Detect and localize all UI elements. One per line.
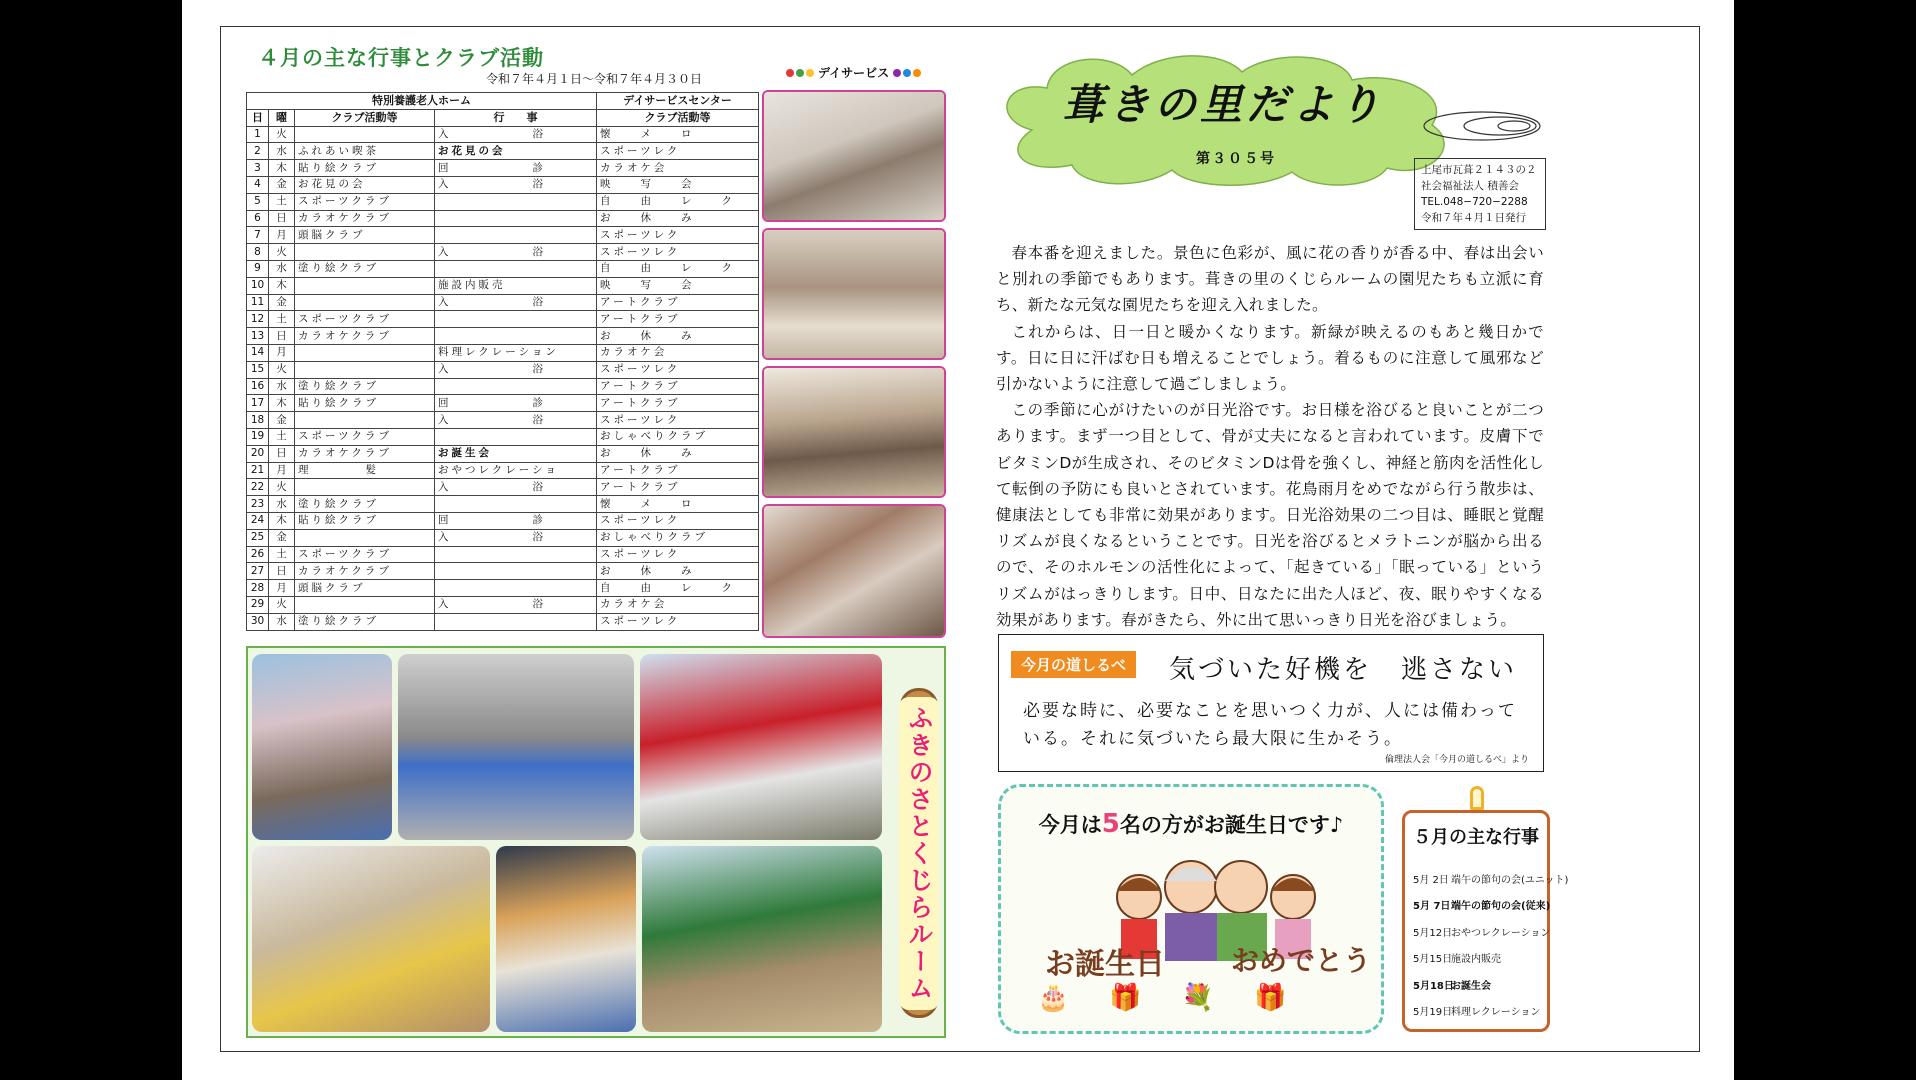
schedule-body: [247, 126, 759, 630]
may-event-name: お誕生会: [1451, 980, 1491, 992]
flower-icon: [786, 69, 814, 77]
schedule-club: スポーツクラブ: [295, 311, 435, 328]
schedule-day: 28: [247, 580, 269, 597]
kindergarten-photo: [640, 654, 882, 840]
day-service-photo: [762, 90, 946, 222]
schedule-weekday: 土: [269, 428, 295, 445]
schedule-day: 7: [247, 227, 269, 244]
schedule-day: 21: [247, 462, 269, 479]
schedule-day-service: カラオケ会: [597, 596, 759, 613]
schedule-event: [435, 193, 597, 210]
kindergarten-banner-text: ふきのさとくじらルーム: [899, 697, 939, 1010]
schedule-weekday: 月: [269, 580, 295, 597]
schedule-event: 回 診: [435, 395, 597, 412]
schedule-row: [247, 143, 759, 160]
may-event-item: [1413, 865, 1569, 892]
schedule-weekday: 土: [269, 311, 295, 328]
schedule-row: [247, 176, 759, 193]
pin-icon: [1470, 786, 1484, 810]
may-event-item: [1413, 918, 1549, 945]
schedule-row: [247, 546, 759, 563]
birthday-card: [998, 784, 1384, 1034]
may-event-name: おやつレクレーション: [1451, 927, 1551, 939]
flower-icon: [893, 69, 921, 77]
schedule-weekday: 月: [269, 227, 295, 244]
schedule-day-service: 自 由 レ ク: [597, 260, 759, 277]
header-club: クラブ活動等: [295, 109, 435, 126]
schedule-club: カラオケクラブ: [295, 210, 435, 227]
schedule-event: [435, 563, 597, 580]
schedule-weekday: 日: [269, 210, 295, 227]
schedule-event: 入 浴: [435, 361, 597, 378]
schedule-row: [247, 277, 759, 294]
schedule-row: [247, 462, 759, 479]
schedule-day-service: お 休 み: [597, 328, 759, 345]
schedule-club: 頭脳クラブ: [295, 580, 435, 597]
schedule-event: 回 診: [435, 160, 597, 177]
schedule-club: 貼り絵クラブ: [295, 395, 435, 412]
schedule-day-service: カラオケ会: [597, 160, 759, 177]
schedule-day: 22: [247, 479, 269, 496]
schedule-weekday: 日: [269, 328, 295, 345]
may-event-item: [1413, 971, 1549, 998]
schedule-club: 塗り絵クラブ: [295, 613, 435, 630]
may-event-date: 5月 2日: [1413, 874, 1449, 886]
schedule-day-service: アートクラブ: [597, 462, 759, 479]
motto-tag: 今月の道しるべ: [1011, 651, 1136, 678]
schedule-table: [246, 92, 759, 631]
schedule-row: [247, 328, 759, 345]
schedule-day: 19: [247, 428, 269, 445]
schedule-day-service: おしゃべりクラブ: [597, 529, 759, 546]
publisher-info: [1414, 158, 1546, 230]
may-event-item: [1413, 998, 1549, 1025]
schedule-event: [435, 428, 597, 445]
schedule-row: [247, 479, 759, 496]
motto-source: 倫理法人会「今月の道しるべ」より: [1384, 755, 1529, 765]
birthday-heading-post: 名の方がお誕生日です♪: [1119, 813, 1344, 837]
schedule-weekday: 火: [269, 126, 295, 143]
schedule-weekday: 火: [269, 596, 295, 613]
kindergarten-photo: [252, 654, 392, 840]
schedule-day: 2: [247, 143, 269, 160]
schedule-row: [247, 412, 759, 429]
schedule-club: 塗り絵クラブ: [295, 260, 435, 277]
schedule-club: [295, 361, 435, 378]
schedule-event: お花見の会: [435, 143, 597, 160]
schedule-day-service: スポーツレク: [597, 546, 759, 563]
schedule-day-service: スポーツレク: [597, 227, 759, 244]
newsletter-sheet: [182, 0, 1734, 1080]
day-service-photo: [762, 228, 946, 360]
schedule-day-service: アートクラブ: [597, 479, 759, 496]
schedule-row: [247, 580, 759, 597]
schedule-row: [247, 496, 759, 513]
issue-number: 第３０５号: [1196, 151, 1276, 167]
schedule-event: [435, 227, 597, 244]
schedule-day-service: 自 由 レ ク: [597, 193, 759, 210]
may-event-date: 5月18日: [1413, 980, 1454, 992]
schedule-day: 25: [247, 529, 269, 546]
schedule-day: 4: [247, 176, 269, 193]
birthday-left-text: お誕生日: [1045, 947, 1165, 982]
schedule-weekday: 木: [269, 160, 295, 177]
schedule-weekday: 金: [269, 529, 295, 546]
schedule-row: [247, 210, 759, 227]
may-event-date: 5月12日: [1413, 927, 1453, 939]
schedule-weekday: 月: [269, 344, 295, 361]
schedule-weekday: 火: [269, 244, 295, 261]
schedule-day: 5: [247, 193, 269, 210]
schedule-row: [247, 126, 759, 143]
may-events-board: [1402, 810, 1569, 1032]
schedule-day: 8: [247, 244, 269, 261]
schedule-weekday: 水: [269, 143, 295, 160]
kindergarten-photo: [642, 846, 882, 1032]
motto-sub: 必要な時に、必要なことを思いつく力が、人には備わっている。それに気づいたら最大限に生かそう。: [1023, 701, 1517, 749]
organization: 社会福祉法人 積善会: [1421, 180, 1519, 192]
swirl-decoration: [1422, 108, 1552, 144]
may-event-item: [1413, 892, 1549, 919]
schedule-event: [435, 210, 597, 227]
schedule-row: [247, 563, 759, 580]
schedule-row: [247, 395, 759, 412]
schedule-weekday: 木: [269, 512, 295, 529]
schedule-day: 3: [247, 160, 269, 177]
schedule-day: 6: [247, 210, 269, 227]
schedule-row: [247, 193, 759, 210]
schedule-event: 入 浴: [435, 176, 597, 193]
schedule-day-service: スポーツレク: [597, 244, 759, 261]
schedule-day: 9: [247, 260, 269, 277]
schedule-event: [435, 378, 597, 395]
schedule-club: スポーツクラブ: [295, 193, 435, 210]
schedule-day: 17: [247, 395, 269, 412]
schedule-club: 頭脳クラブ: [295, 227, 435, 244]
may-event-name: 端午の節句の会(従来): [1451, 901, 1551, 913]
schedule-club: カラオケクラブ: [295, 328, 435, 345]
telephone: TEL.048−720−2288: [1421, 196, 1528, 208]
schedule-row: [247, 512, 759, 529]
schedule-weekday: 火: [269, 479, 295, 496]
motto-main: 気づいた好機を 逃さない: [1169, 655, 1518, 685]
schedule-row: [247, 361, 759, 378]
schedule-day-service: カラオケ会: [597, 344, 759, 361]
schedule-event: 料理レクレーション: [435, 344, 597, 361]
schedule-title: ４月の主な行事とクラブ活動: [258, 46, 544, 70]
schedule-club: [295, 277, 435, 294]
schedule-day-service: 懐 メ ロ: [597, 496, 759, 513]
may-event-name: 施設内販売: [1451, 954, 1501, 966]
schedule-day-service: お 休 み: [597, 563, 759, 580]
schedule-weekday: 金: [269, 294, 295, 311]
schedule-day: 11: [247, 294, 269, 311]
schedule-day-service: スポーツレク: [597, 512, 759, 529]
schedule-row: [247, 445, 759, 462]
schedule-event: [435, 613, 597, 630]
schedule-weekday: 水: [269, 496, 295, 513]
may-events-title: ５月の主な行事: [1413, 827, 1539, 848]
schedule-day: 12: [247, 311, 269, 328]
schedule-day: 30: [247, 613, 269, 630]
schedule-day-service: おしゃべりクラブ: [597, 428, 759, 445]
article-paragraph: 春本番を迎えました。景色に色彩が、風に花の香りが香る中、春は出会いと別れの季節でもあります。葺きの里のくじらルームの園児たちも立派に育ち、新たな元気な園児たちを迎え入れました。: [996, 244, 1544, 315]
schedule-event: [435, 496, 597, 513]
schedule-event: [435, 546, 597, 563]
may-event-date: 5月15日: [1413, 954, 1453, 966]
birthday-right-text: おめでとう: [1231, 944, 1372, 977]
schedule-weekday: 月: [269, 462, 295, 479]
schedule-row: [247, 529, 759, 546]
schedule-event: 入 浴: [435, 596, 597, 613]
schedule-day: 16: [247, 378, 269, 395]
schedule-event: 施設内販売: [435, 277, 597, 294]
gift-icon: 🎁: [1109, 983, 1142, 1013]
schedule-weekday: 木: [269, 277, 295, 294]
schedule-club: 貼り絵クラブ: [295, 512, 435, 529]
schedule-day: 14: [247, 344, 269, 361]
may-event-name: 端午の節句の会(ユニット): [1451, 874, 1569, 886]
schedule-range: 令和７年４月１日～令和７年４月３０日: [486, 72, 703, 86]
flower-basket-icon: 💐: [1181, 983, 1215, 1013]
header-facility-home: 特別養護老人ホーム: [247, 93, 597, 110]
schedule-club: 塗り絵クラブ: [295, 378, 435, 395]
may-event-date: 5月19日: [1413, 1007, 1453, 1019]
schedule-club: [295, 412, 435, 429]
header-day-club: クラブ活動等: [597, 109, 759, 126]
schedule-day: 15: [247, 361, 269, 378]
schedule-event: 入 浴: [435, 529, 597, 546]
schedule-event: [435, 328, 597, 345]
schedule-club: [295, 126, 435, 143]
schedule-day: 1: [247, 126, 269, 143]
schedule-day: 10: [247, 277, 269, 294]
schedule-row: [247, 613, 759, 630]
day-service-label: [786, 64, 921, 81]
newsletter-title: 葺きの里だより: [1062, 80, 1385, 129]
schedule-day-service: アートクラブ: [597, 395, 759, 412]
may-event-name: 料理レクレーション: [1451, 1007, 1541, 1019]
day-service-photo: [762, 366, 946, 498]
schedule-day-service: スポーツレク: [597, 412, 759, 429]
schedule-day-service: 映 写 会: [597, 277, 759, 294]
schedule-row: [247, 160, 759, 177]
schedule-weekday: 日: [269, 445, 295, 462]
schedule-weekday: 土: [269, 546, 295, 563]
schedule-event: 入 浴: [435, 479, 597, 496]
schedule-day: 18: [247, 412, 269, 429]
day-service-text: デイサービス: [818, 66, 890, 80]
schedule-row: [247, 244, 759, 261]
schedule-day: 23: [247, 496, 269, 513]
schedule-club: [295, 529, 435, 546]
schedule-club: カラオケクラブ: [295, 445, 435, 462]
schedule-day: 29: [247, 596, 269, 613]
schedule-event: お誕生会: [435, 445, 597, 462]
schedule-club: [295, 344, 435, 361]
schedule-weekday: 水: [269, 260, 295, 277]
schedule-event: [435, 311, 597, 328]
schedule-day-service: アートクラブ: [597, 294, 759, 311]
schedule-row: [247, 428, 759, 445]
article-paragraph: この季節に心がけたいのが日光浴です。お日様を浴びると良いことが二つあります。まず一つ目として、骨が丈夫になると言われています。皮膚下でビタミンDが生成され、そのビタミンDは骨を強くし、神経と筋肉を活性化して転倒の予防にも良いとされています。花鳥雨月をめでながら行う散歩は、健康法としても非常に効果があります。日光浴効果の二つ目は、睡眠と覚醒リズムが良くなるということです。日光を浴びるとメラトニンが脳から出るので、そのホルモンの活性化によって、「起きている」「眠っている」というリズムがはっきりします。日中、日なたに出た人ほど、夜、眠りやすくなる効果があります。春がきたら、外に出て思いっきり日光を浴びましょう。: [996, 401, 1544, 629]
kindergarten-photo: [398, 654, 634, 840]
schedule-weekday: 水: [269, 378, 295, 395]
header-weekday: 曜: [269, 109, 295, 126]
schedule-day-service: お 休 み: [597, 210, 759, 227]
schedule-event: おやつレクレーショ: [435, 462, 597, 479]
schedule-row: [247, 378, 759, 395]
schedule-day-service: 自 由 レ ク: [597, 580, 759, 597]
schedule-club: スポーツクラブ: [295, 428, 435, 445]
schedule-day-service: お 休 み: [597, 445, 759, 462]
schedule-row: [247, 227, 759, 244]
schedule-club: 貼り絵クラブ: [295, 160, 435, 177]
schedule-row: [247, 294, 759, 311]
schedule-club: カラオケクラブ: [295, 563, 435, 580]
birthday-count: 5: [1101, 809, 1120, 839]
schedule-club: 塗り絵クラブ: [295, 496, 435, 513]
header-event: 行 事: [435, 109, 597, 126]
schedule-weekday: 水: [269, 613, 295, 630]
schedule-day-service: アートクラブ: [597, 378, 759, 395]
schedule-event: 入 浴: [435, 294, 597, 311]
schedule-row: [247, 311, 759, 328]
schedule-event: [435, 580, 597, 597]
schedule-day-service: アートクラブ: [597, 311, 759, 328]
schedule-day-service: スポーツレク: [597, 613, 759, 630]
may-events-list: [1413, 865, 1569, 1024]
kindergarten-photo: [496, 846, 636, 1032]
schedule-day: 24: [247, 512, 269, 529]
schedule-event: 入 浴: [435, 126, 597, 143]
motto-box: [998, 634, 1544, 772]
schedule-event: 入 浴: [435, 244, 597, 261]
schedule-day: 27: [247, 563, 269, 580]
kindergarten-banner: [900, 688, 938, 1018]
schedule-weekday: 火: [269, 361, 295, 378]
kindergarten-photo-block: [246, 646, 946, 1038]
schedule-weekday: 木: [269, 395, 295, 412]
schedule-event: 入 浴: [435, 412, 597, 429]
gift-icon: 🎁: [1254, 983, 1287, 1013]
schedule-row: [247, 344, 759, 361]
schedule-day-service: 懐 メ ロ: [597, 126, 759, 143]
article-paragraph: これからは、日一日と暖かくなります。新緑が映えるのもあと幾日かです。日に日に汗ばむ日も増えることでしょう。着るものに注意して風邪など引かないように注意して過ごしましょう。: [996, 322, 1544, 394]
schedule-weekday: 日: [269, 563, 295, 580]
article: [996, 240, 1544, 633]
schedule-club: スポーツクラブ: [295, 546, 435, 563]
schedule-day: 13: [247, 328, 269, 345]
address: 上尾市瓦葺２１４３の２: [1421, 164, 1537, 176]
schedule-club: [295, 244, 435, 261]
cake-icon: 🎂: [1037, 983, 1070, 1013]
birthday-heading: [1001, 809, 1381, 839]
schedule-club: ふれあい喫茶: [295, 143, 435, 160]
may-event-date: 5月 7日: [1413, 901, 1451, 913]
may-event-item: [1413, 945, 1549, 972]
schedule-row: [247, 596, 759, 613]
birthday-decorations: [1037, 983, 1287, 1013]
schedule-day: 26: [247, 546, 269, 563]
schedule-club: [295, 294, 435, 311]
schedule-club: [295, 596, 435, 613]
schedule-event: [435, 260, 597, 277]
schedule-club: 理 髪: [295, 462, 435, 479]
schedule-weekday: 金: [269, 176, 295, 193]
birthday-heading-pre: 今月は: [1038, 813, 1102, 837]
header-facility-day: デイサービスセンター: [597, 93, 759, 110]
schedule-event: 回 診: [435, 512, 597, 529]
schedule-club: [295, 479, 435, 496]
header-day: 日: [247, 109, 269, 126]
schedule-day-service: スポーツレク: [597, 361, 759, 378]
schedule-weekday: 金: [269, 412, 295, 429]
schedule-row: [247, 260, 759, 277]
schedule-day-service: 映 写 会: [597, 176, 759, 193]
schedule-day: 20: [247, 445, 269, 462]
kindergarten-photo: [252, 846, 490, 1032]
schedule-club: お花見の会: [295, 176, 435, 193]
publish-date: 令和７年４月１日発行: [1421, 212, 1526, 224]
day-service-photo: [762, 504, 946, 638]
schedule-day-service: スポーツレク: [597, 143, 759, 160]
schedule-weekday: 土: [269, 193, 295, 210]
